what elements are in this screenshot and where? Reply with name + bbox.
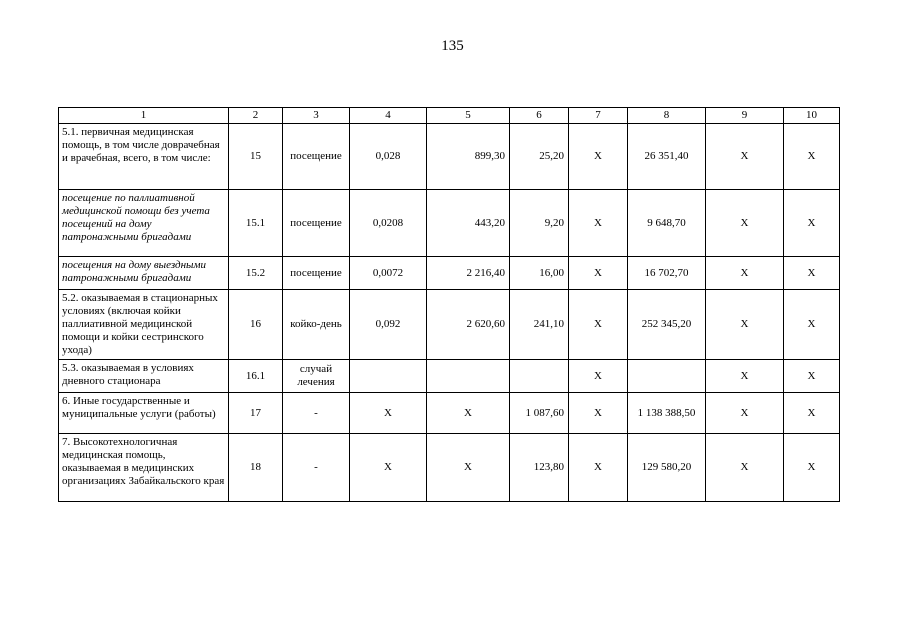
row-unit: -	[283, 393, 350, 434]
cell-col9: Х	[706, 190, 784, 257]
row-code: 17	[229, 393, 283, 434]
table-row	[59, 360, 840, 393]
row-code: 16.1	[229, 360, 283, 393]
cell-col8: 252 345,20	[628, 290, 706, 360]
cell-col8: 16 702,70	[628, 257, 706, 290]
cell-col6: 1 087,60	[510, 393, 569, 434]
cell-col9: Х	[706, 124, 784, 190]
table-row	[59, 290, 840, 360]
cell-col10: Х	[784, 190, 840, 257]
cell-col10: Х	[784, 290, 840, 360]
row-code: 15	[229, 124, 283, 190]
table-row	[59, 393, 840, 434]
row-unit: посещение	[283, 124, 350, 190]
row-unit: -	[283, 434, 350, 502]
cell-col9: Х	[706, 393, 784, 434]
cell-col6: 16,00	[510, 257, 569, 290]
cell-col4	[350, 360, 427, 393]
cell-col10: Х	[784, 393, 840, 434]
cell-col8	[628, 360, 706, 393]
cell-col6: 241,10	[510, 290, 569, 360]
cell-col10: Х	[784, 257, 840, 290]
row-code: 15.1	[229, 190, 283, 257]
column-header: 7	[569, 108, 628, 124]
cell-col5	[427, 360, 510, 393]
cell-col5: Х	[427, 393, 510, 434]
cell-col4: 0,092	[350, 290, 427, 360]
row-unit: случай лечения	[283, 360, 350, 393]
column-header: 10	[784, 108, 840, 124]
cell-col6: 9,20	[510, 190, 569, 257]
column-header: 5	[427, 108, 510, 124]
cell-col10: Х	[784, 434, 840, 502]
cell-col8: 1 138 388,50	[628, 393, 706, 434]
column-header: 3	[283, 108, 350, 124]
cell-col10: Х	[784, 124, 840, 190]
column-header: 4	[350, 108, 427, 124]
cell-col7: Х	[569, 257, 628, 290]
cell-col10: Х	[784, 360, 840, 393]
row-unit: посещение	[283, 190, 350, 257]
column-header: 2	[229, 108, 283, 124]
cell-col4: 0,028	[350, 124, 427, 190]
cell-col4: 0,0072	[350, 257, 427, 290]
cell-col7: Х	[569, 434, 628, 502]
cell-col5: 443,20	[427, 190, 510, 257]
row-code: 15.2	[229, 257, 283, 290]
row-name: 5.2. оказываемая в стационарных условиях (включая койки паллиативной медицинской помощи и койки сестринского ухода)	[59, 290, 229, 360]
row-code: 18	[229, 434, 283, 502]
cell-col5: Х	[427, 434, 510, 502]
cell-col9: Х	[706, 434, 784, 502]
row-unit: посещение	[283, 257, 350, 290]
cell-col4: 0,0208	[350, 190, 427, 257]
row-name: 7. Высокотехнологичная медицинская помощь, оказываемая в медицинских организациях Забайкальского края	[59, 434, 229, 502]
row-unit: койко-день	[283, 290, 350, 360]
row-name: 6. Иные государственные и муниципальные услуги (работы)	[59, 393, 229, 434]
cell-col4: Х	[350, 393, 427, 434]
table-row	[59, 190, 840, 257]
cell-col7: Х	[569, 290, 628, 360]
page-number: 135	[441, 38, 464, 54]
column-header: 6	[510, 108, 569, 124]
cell-col8: 26 351,40	[628, 124, 706, 190]
cell-col4: Х	[350, 434, 427, 502]
cell-col7: Х	[569, 360, 628, 393]
cell-col6	[510, 360, 569, 393]
data-table	[58, 107, 840, 502]
cell-col7: Х	[569, 393, 628, 434]
column-header: 8	[628, 108, 706, 124]
row-name: посещение по паллиативной медицинской помощи без учета посещений на дому патронажными бригадами	[59, 190, 229, 257]
cell-col7: Х	[569, 190, 628, 257]
cell-col5: 2 216,40	[427, 257, 510, 290]
table-row	[59, 124, 840, 190]
row-name: 5.1. первичная медицинская помощь, в том числе доврачебная и врачебная, всего, в том числе:	[59, 124, 229, 190]
table-row	[59, 257, 840, 290]
cell-col5: 2 620,60	[427, 290, 510, 360]
cell-col9: Х	[706, 290, 784, 360]
cell-col6: 123,80	[510, 434, 569, 502]
table-row	[59, 434, 840, 502]
row-name: 5.3. оказываемая в условиях дневного стационара	[59, 360, 229, 393]
cell-col9: Х	[706, 257, 784, 290]
cell-col8: 129 580,20	[628, 434, 706, 502]
cell-col5: 899,30	[427, 124, 510, 190]
row-code: 16	[229, 290, 283, 360]
header-row	[59, 108, 840, 124]
cell-col6: 25,20	[510, 124, 569, 190]
cell-col9: Х	[706, 360, 784, 393]
column-header: 9	[706, 108, 784, 124]
column-header: 1	[59, 108, 229, 124]
cell-col7: Х	[569, 124, 628, 190]
row-name: посещения на дому выездными патронажными бригадами	[59, 257, 229, 290]
cell-col8: 9 648,70	[628, 190, 706, 257]
